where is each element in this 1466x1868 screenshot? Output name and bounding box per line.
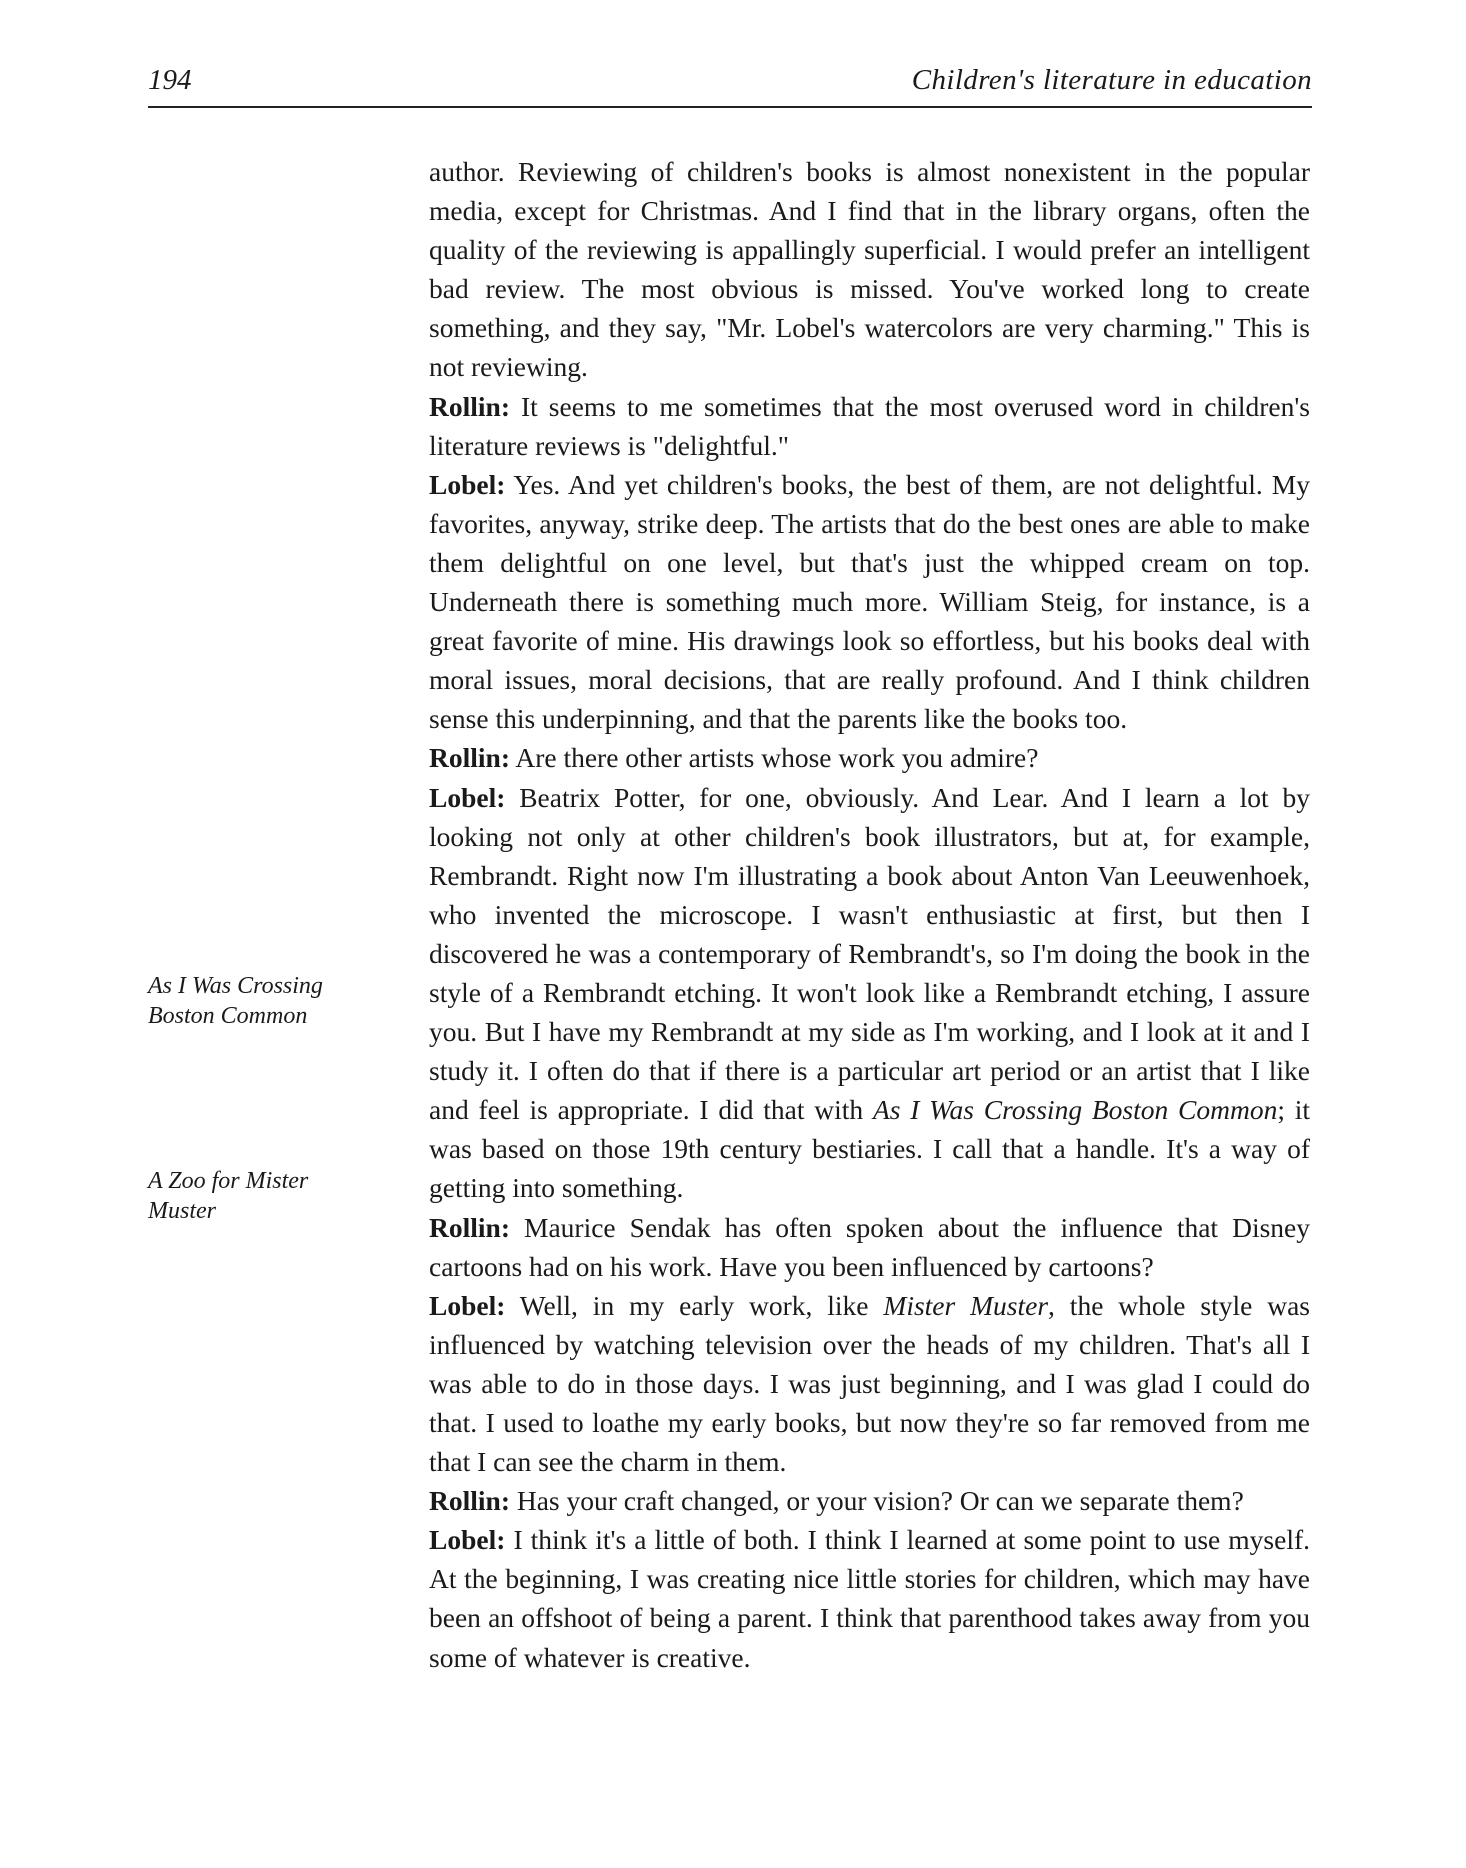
paragraph-text: , the whole style was influenced by watching television over the heads of my children. That's all I was able to do in those days. I was just beginning, and I was glad I could do that. I used to loathe my early books, but now they're so far removed from me that I can see the charm in them. [429, 1289, 1310, 1478]
paragraph [429, 778, 1310, 1208]
paragraph [429, 1208, 1310, 1286]
paragraph [429, 152, 1310, 387]
page-header [148, 56, 1312, 108]
speaker-label: Rollin: [429, 1485, 510, 1517]
paragraph-text: Beatrix Potter, for one, obviously. And Lear. And I learn a lot by looking not only at other children's book illustrators, but at, for example, Rembrandt. Right now I'm illustrating a book about Anton Van Leeuwenhoek, who invented the microscope. I wasn't enthusiastic at first, but then I discovered he was a contemporary of Rembrandt's, so I'm doing the book in the style of a Rembrandt etching. It won't look like a Rembrandt etching, I assure you. But I have my Rembrandt at my side as I'm working, and I look at it and I study it. I often do that if there is a particular art period or an artist that I like and feel is appropriate. I did that with [429, 781, 1310, 1126]
paragraph [429, 1481, 1310, 1520]
margin-note-line: As I Was Crossing [148, 973, 323, 999]
paragraph-text: author. Reviewing of children's books is almost nonexistent in the popular media, except for Christmas. And I find that in the library organs, often the quality of the reviewing is appallingly superficial. I would prefer an intelligent bad review. The most obvious is missed. You've worked long to create something, and they say, "Mr. Lobel's watercolors are very charming." This is not reviewing. [429, 156, 1310, 383]
paragraph [429, 1286, 1310, 1481]
speaker-label: Rollin: [429, 742, 510, 774]
margin-note-line: Muster [148, 1198, 216, 1224]
interview-body [429, 152, 1310, 1677]
page-number: 194 [148, 64, 192, 96]
paragraph-text: I think it's a little of both. I think I learned at some point to use myself. At the beginning, I was creating nice little stories for children, which may have been an offshoot of being a parent. I think that parenthood takes away from you some of whatever is creative. [429, 1524, 1310, 1673]
book-title: As I Was Crossing Boston Common [872, 1094, 1278, 1126]
speaker-label: Lobel: [429, 1524, 506, 1556]
paragraph-text: Well, in my early work, like [519, 1289, 869, 1321]
margin-note-line: A Zoo for Mister [148, 1168, 309, 1194]
margin-note-a-zoo-for-mister-muster [148, 1166, 388, 1226]
paragraph-text: It seems to me sometimes that the most overused word in children's literature reviews is "delightful." [429, 390, 1310, 461]
paragraph [429, 738, 1310, 777]
speaker-label: Lobel: [429, 781, 506, 813]
speaker-label: Lobel: [429, 468, 506, 500]
book-title: Mister Muster [883, 1289, 1049, 1321]
speaker-label: Rollin: [429, 390, 510, 422]
paragraph-text: Has your craft changed, or your vision? Or can we separate them? [516, 1485, 1244, 1517]
paragraph [429, 387, 1310, 465]
paragraph [429, 1520, 1310, 1676]
paragraph-text: ; it was based on those 19th century bestiaries. I call that a handle. It's a way of getting into something. [429, 1094, 1311, 1204]
speaker-label: Rollin: [429, 1211, 510, 1243]
speaker-label: Lobel: [429, 1289, 506, 1321]
paragraph [429, 465, 1310, 739]
running-head: Children's literature in education [911, 64, 1312, 96]
paragraph-text: Maurice Sendak has often spoken about the influence that Disney cartoons had on his work. Have you been influenced by cartoons? [429, 1211, 1310, 1282]
paragraph-text: Yes. And yet children's books, the best of them, are not delightful. My favorites, anyway, strike deep. The artists that do the best ones are able to make them delightful on one level, but that's just the whipped cream on top. Underneath there is something much more. William Steig, for instance, is a great favorite of mine. His drawings look so effortless, but his books deal with moral issues, moral decisions, that are really profound. And I think children sense this underpinning, and that the parents like the books too. [429, 468, 1310, 735]
paragraph-text: Are there other artists whose work you admire? [515, 742, 1039, 774]
margin-note-as-i-was-crossing [148, 971, 388, 1031]
margin-note-line: Boston Common [148, 1003, 308, 1029]
